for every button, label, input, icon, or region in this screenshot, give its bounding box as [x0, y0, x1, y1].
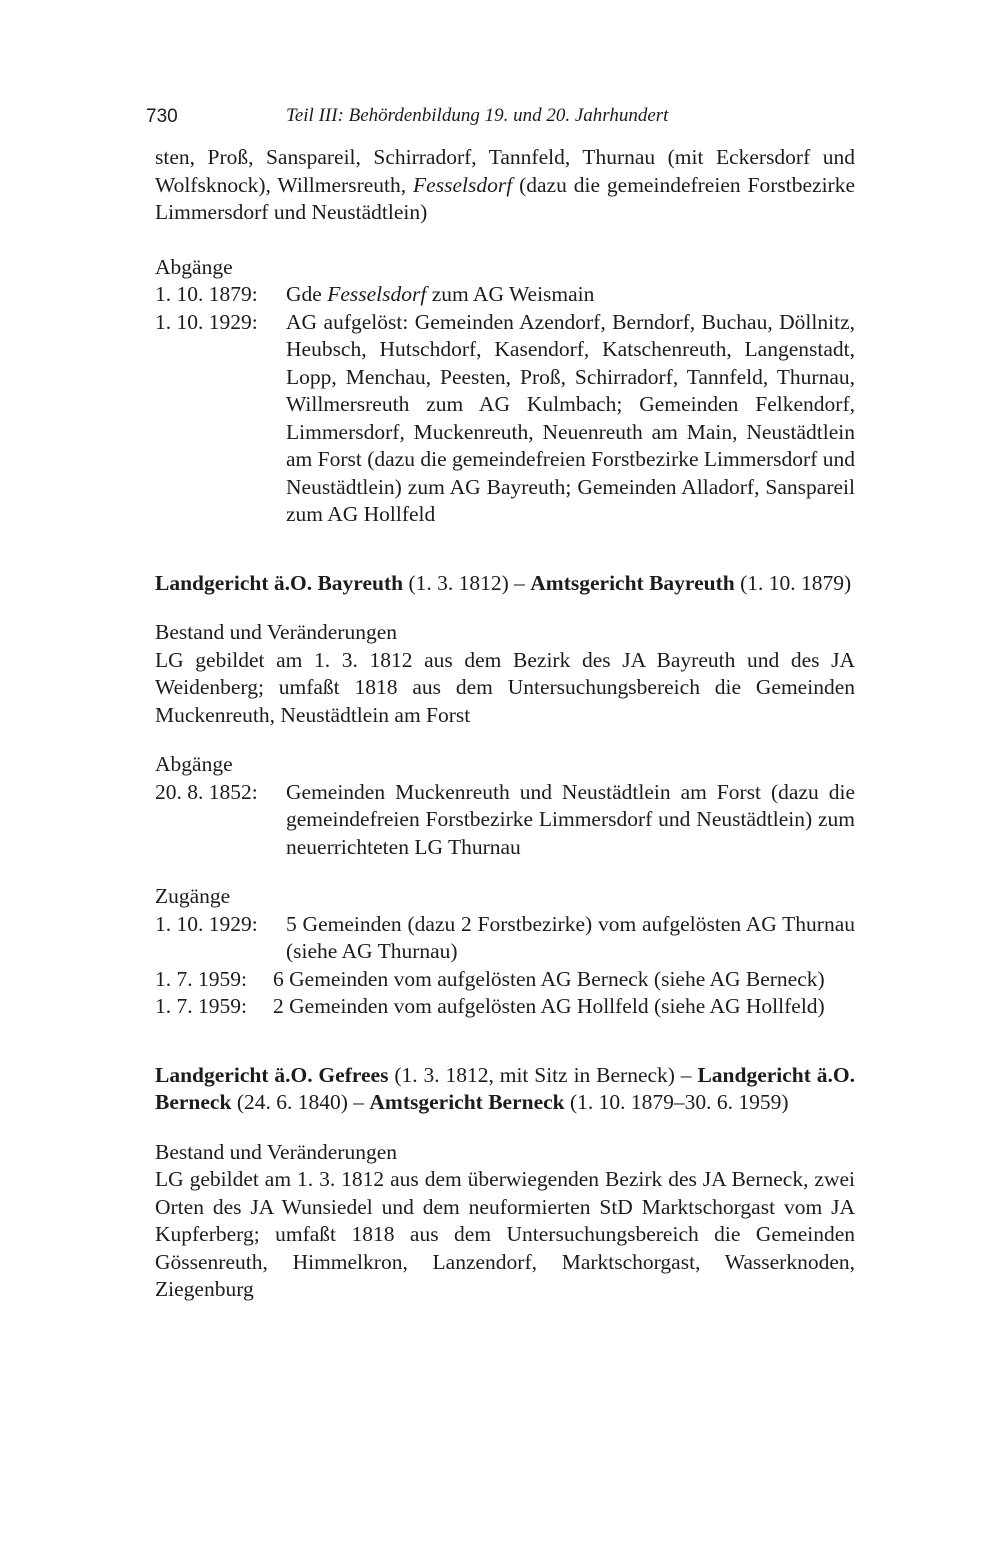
abgaenge-label-1: Abgänge [155, 254, 233, 279]
zugang-entry [155, 966, 855, 994]
entry-text-italic: Fesselsdorf [327, 282, 427, 306]
heading-bold: Landgericht ä.O. Gefrees [155, 1062, 389, 1087]
entry-text: Gemeinden Muckenreuth und Neustädtlein am Forst (dazu die gemeindefreien Forstbezirke Limmersdorf und Neustädtlein) zum neuerrichteten LG Thurnau [286, 779, 855, 859]
bestand-text: LG gebildet am 1. 3. 1812 aus dem Bezirk des JA Bayreuth und des JA Weidenberg; umfaßt 1818 aus dem Untersuchungsbereich die Gemeinden Muckenreuth, Neustädtlein am Forst [155, 647, 855, 727]
heading-bold: Amtsgericht Bayreuth [530, 570, 735, 595]
section-heading-gefrees [155, 1062, 855, 1117]
entry-text: AG aufgelöst: Gemeinden Azendorf, Berndorf, Buchau, Döllnitz, Heubsch, Hutschdorf, Kasendorf, Katschenreuth, Langenstadt, Lopp, Menchau, Peesten, Proß, Schirradorf, Tannfeld, Thurnau, Willmersreuth zum AG Kulmbach; Gemeinden Felkendorf, Limmersdorf, Muckenreuth, Neuenreuth am Main, Neustädtlein am Forst (dazu die gemeindefreien Forstbezirke Limmersdorf und Neustädtlein) zum AG Bayreuth; Gemeinden Alladorf, Sanspareil zum AG Hollfeld [286, 309, 855, 526]
entry-text: 6 Gemeinden vom aufgelösten AG Berneck (siehe AG Berneck) [273, 966, 825, 991]
entry-date: 1. 7. 1959: [155, 994, 247, 1018]
section-heading-bayreuth [155, 570, 855, 598]
entry-date: 1. 10. 1929: [155, 911, 258, 936]
bestand-label: Bestand und Veränderungen [155, 1139, 398, 1164]
zugang-entry [155, 993, 855, 1021]
entry-text-pre: Gde [286, 282, 328, 306]
heading-text: (1. 10. 1879) [734, 570, 852, 595]
heading-bold: Landgericht ä.O. Berneck [155, 1062, 856, 1114]
entry-date: 20. 8. 1852: [155, 779, 258, 804]
continuation-text-1: sten, Proß, Sanspareil, Schirradorf, Tannfeld, Thurnau (mit Eckersdorf und Wolfsknock), Willmersreuth, [155, 145, 855, 197]
abgang-entry [155, 779, 855, 862]
zugang-entry [155, 911, 855, 966]
entry-date: 1. 10. 1929: [155, 309, 258, 334]
entry-text: 5 Gemeinden (dazu 2 Forstbezirke) vom aufgelösten AG Thurnau (siehe AG Thurnau) [286, 911, 855, 963]
abgang-entry [155, 281, 855, 309]
heading-bold: Landgericht ä.O. Bayreuth [155, 570, 404, 595]
heading-text: (1. 10. 1879–30. 6. 1959) [564, 1090, 789, 1114]
abgaenge-label-2: Abgänge [155, 752, 233, 776]
page [146, 100, 856, 1304]
page-number: 730 [146, 106, 178, 127]
entry-text-post: zum AG Weismain [426, 282, 595, 306]
continuation-text-2: (dazu die gemeindefreien Forstbezirke Limmersdorf und Neustädtlein) [155, 172, 855, 224]
abgang-entry [155, 309, 855, 529]
running-head [146, 100, 855, 130]
entry-date: 1. 7. 1959: [155, 966, 247, 991]
entry-date: 1. 10. 1879: [155, 282, 258, 306]
entry-text: 2 Gemeinden vom aufgelösten AG Hollfeld (siehe AG Hollfeld) [273, 994, 825, 1018]
zugaenge-label: Zugänge [155, 884, 231, 908]
continuation-paragraph [155, 144, 855, 227]
heading-bold: Amtsgericht Berneck [369, 1090, 565, 1114]
continuation-italic: Fesselsdorf [413, 172, 513, 197]
entry-text [286, 281, 855, 309]
heading-text: (1. 3. 1812) – [403, 570, 531, 595]
bestand-label: Bestand und Veränderungen [155, 620, 398, 644]
heading-text: (1. 3. 1812, mit Sitz in Berneck) – [388, 1062, 698, 1087]
bestand-text: LG gebildet am 1. 3. 1812 aus dem überwiegenden Bezirk des JA Berneck, zwei Orten des JA Wunsiedel und dem neuformierten StD Marktschorgast vom JA Kupferberg; umfaßt 1818 aus dem Untersuchungsbereich die Gemeinden Gössenreuth, Himmelkron, Lanzendorf, Marktschorgast, Wasserknoden, Ziegenburg [155, 1167, 855, 1301]
running-title: Teil III: Behördenbildung 19. und 20. Jahrhundert [286, 105, 669, 126]
heading-text: (24. 6. 1840) – [231, 1090, 370, 1114]
